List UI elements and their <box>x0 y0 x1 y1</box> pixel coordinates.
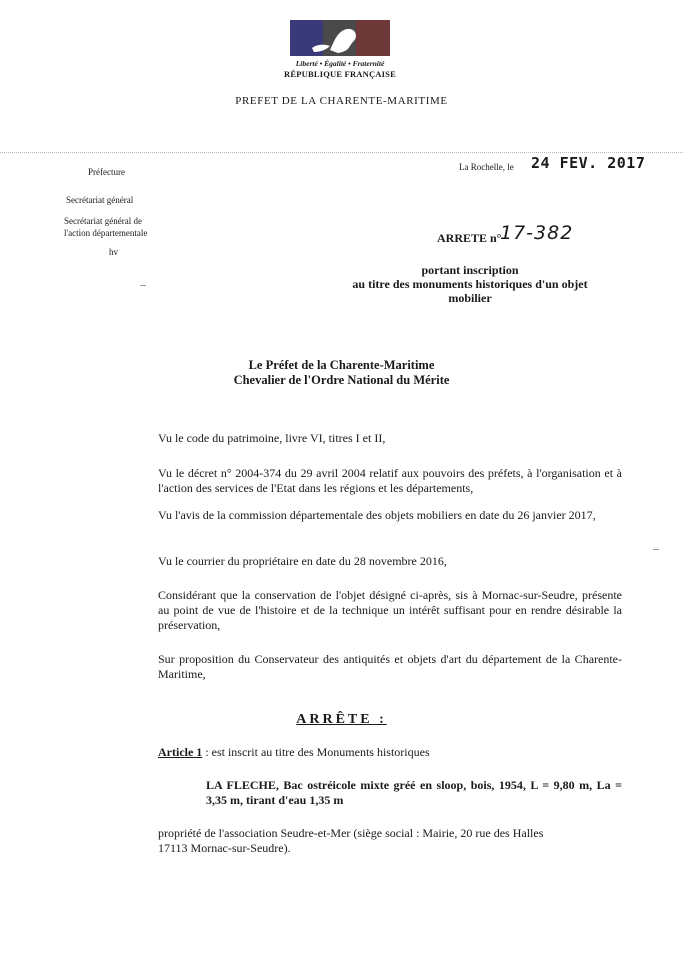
paragraph-courrier: Vu le courrier du propriétaire en date du 28 novembre 2016, <box>158 554 447 568</box>
prefet-title-line: Le Préfet de la Charente-Maritime <box>248 358 435 372</box>
subject-line: portant inscription <box>421 263 519 277</box>
arrete-number-handwritten: 17-382 <box>500 222 574 244</box>
subject-line: au titre des monuments historiques d'un objet <box>352 277 588 291</box>
scan-speck <box>653 549 659 550</box>
paragraph-avis-commission: Vu l'avis de la commission départementale des objets mobiliers en date du 26 janvier 2017, <box>158 508 596 522</box>
article-1 <box>158 745 430 760</box>
sidebar-secretariat-action-2: l'action départementale <box>64 228 148 238</box>
header-divider <box>0 152 683 153</box>
article-1-label: Article 1 <box>158 745 203 759</box>
sidebar-prefecture: Préfecture <box>88 167 125 177</box>
paragraph-code-patrimoine: Vu le code du patrimoine, livre VI, titres I et II, <box>158 431 386 445</box>
arrete-number-label: ARRETE n° <box>437 231 502 245</box>
owner-line: propriété de l'association Seudre-et-Mer (siège social : Mairie, 20 rue des Halles <box>158 826 544 840</box>
date-place: La Rochelle, le <box>459 162 514 172</box>
article-1-text: : est inscrit au titre des Monuments historiques <box>202 745 430 759</box>
subject-block <box>320 263 620 305</box>
marianne-profile-icon <box>290 20 390 56</box>
object-description: LA FLECHE, Bac ostréicole mixte gréé en sloop, bois, 1954, L = 9,80 m, La = 3,35 m, tirant d'eau 1,35 m <box>206 778 622 807</box>
prefecture-heading: PREFET DE LA CHARENTE-MARITIME <box>235 95 448 107</box>
scan-speck <box>140 285 146 286</box>
sidebar-secretariat-action-1: Secrétariat général de <box>64 216 142 226</box>
arrete-heading <box>0 712 683 728</box>
marianne-logo <box>290 20 390 56</box>
arrete-heading-text: ARRÊTE : <box>296 712 387 727</box>
prefet-title-block <box>0 358 683 388</box>
paragraph-considerant: Considérant que la conservation de l'objet désigné ci-après, sis à Mornac-sur-Seudre, présente au point de vue de l'histoire et de la technique un intérêt suffisant pour en rendre désirable la préservation, <box>158 588 622 632</box>
owner-block <box>158 826 628 856</box>
sidebar-initials: hv <box>109 247 118 257</box>
sidebar-secretariat: Secrétariat général <box>66 195 134 205</box>
logo-republique: RÉPUBLIQUE FRANÇAISE <box>284 69 396 79</box>
prefet-title-line: Chevalier de l'Ordre National du Mérite <box>233 373 450 387</box>
date-stamp: 24 FEV. 2017 <box>531 154 646 172</box>
subject-line: mobilier <box>448 291 492 305</box>
logo-motto: Liberté • Égalité • Fraternité <box>295 59 385 68</box>
paragraph-proposition: Sur proposition du Conservateur des antiquités et objets d'art du département de la Charente-Maritime, <box>158 652 622 681</box>
paragraph-decret: Vu le décret n° 2004-374 du 29 avril 2004 relatif aux pouvoirs des préfets, à l'organisation et à l'action des services de l'Etat dans les régions et les départements, <box>158 466 622 495</box>
owner-line: 17113 Mornac-sur-Seudre). <box>158 841 291 855</box>
